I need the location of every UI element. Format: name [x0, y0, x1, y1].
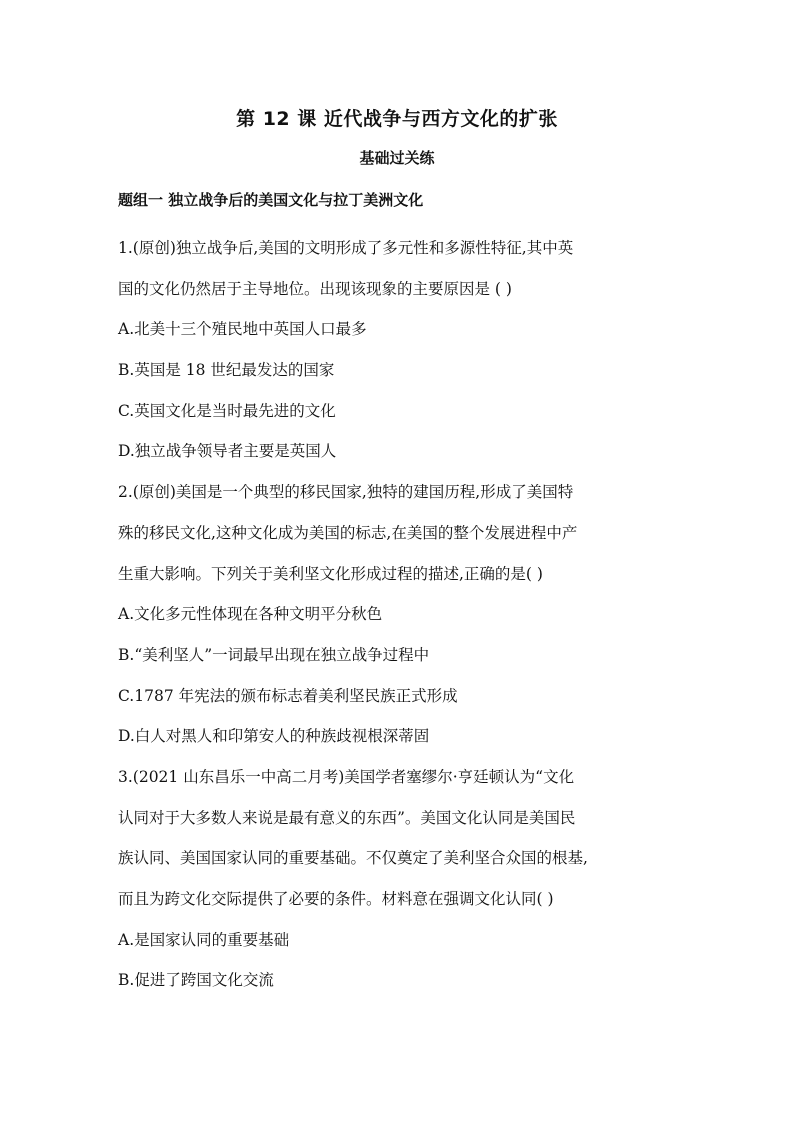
option-b: B.“美利坚人”一词最早出现在独立战争过程中: [118, 645, 430, 664]
question-stem-line: 3.(2021 山东昌乐一中高二月考)美国学者塞缪尔·亨廷顿认为“文化: [118, 767, 575, 786]
option-d: D.独立战争领导者主要是英国人: [118, 442, 337, 461]
question-3: [118, 757, 678, 1001]
question-stem-line: 国的文化仍然居于主导地位。出现该现象的主要原因是 ( ): [118, 279, 512, 298]
question-1: [118, 228, 678, 472]
option-a: A.北美十三个殖民地中英国人口最多: [118, 320, 367, 339]
question-stem-line: 族认同、美国国家认同的重要基础。不仅奠定了美利坚合众国的根基,: [118, 849, 588, 868]
question-stem-line: 2.(原创)美国是一个典型的移民国家,独特的建国历程,形成了美国特: [118, 483, 574, 502]
question-stem-line: 殊的移民文化,这种文化成为美国的标志,在美国的整个发展进程中产: [118, 523, 578, 542]
option-d: D.白人对黑人和印第安人的种族歧视根深蒂固: [118, 727, 430, 746]
option-c: C.英国文化是当时最先进的文化: [118, 401, 336, 420]
question-stem-line: 生重大影响。下列关于美利坚文化形成过程的描述,正确的是( ): [118, 564, 543, 583]
option-a: A.文化多元性体现在各种文明平分秋色: [118, 605, 383, 624]
question-stem-line: 认同对于大多数人来说是最有意义的东西”。美国文化认同是美国民: [118, 808, 576, 827]
section-subtitle: 基础过关练: [359, 149, 435, 167]
option-b: B.促进了跨国文化交流: [118, 971, 274, 990]
question-stem-line: 而且为跨文化交际提供了必要的条件。材料意在强调文化认同( ): [118, 890, 554, 908]
lesson-title: 第 12 课 近代战争与西方文化的扩张: [236, 108, 558, 130]
question-2: [118, 472, 678, 757]
question-group-title: 题组一 独立战争后的美国文化与拉丁美洲文化: [118, 191, 424, 209]
question-list: [118, 228, 678, 1001]
option-c: C.1787 年宪法的颁布标志着美利坚民族正式形成: [118, 686, 458, 705]
question-stem-line: 1.(原创)独立战争后,美国的文明形成了多元性和多源性特征,其中英: [118, 239, 574, 257]
option-b: B.英国是 18 世纪最发达的国家: [118, 361, 335, 380]
option-a: A.是国家认同的重要基础: [118, 930, 290, 949]
